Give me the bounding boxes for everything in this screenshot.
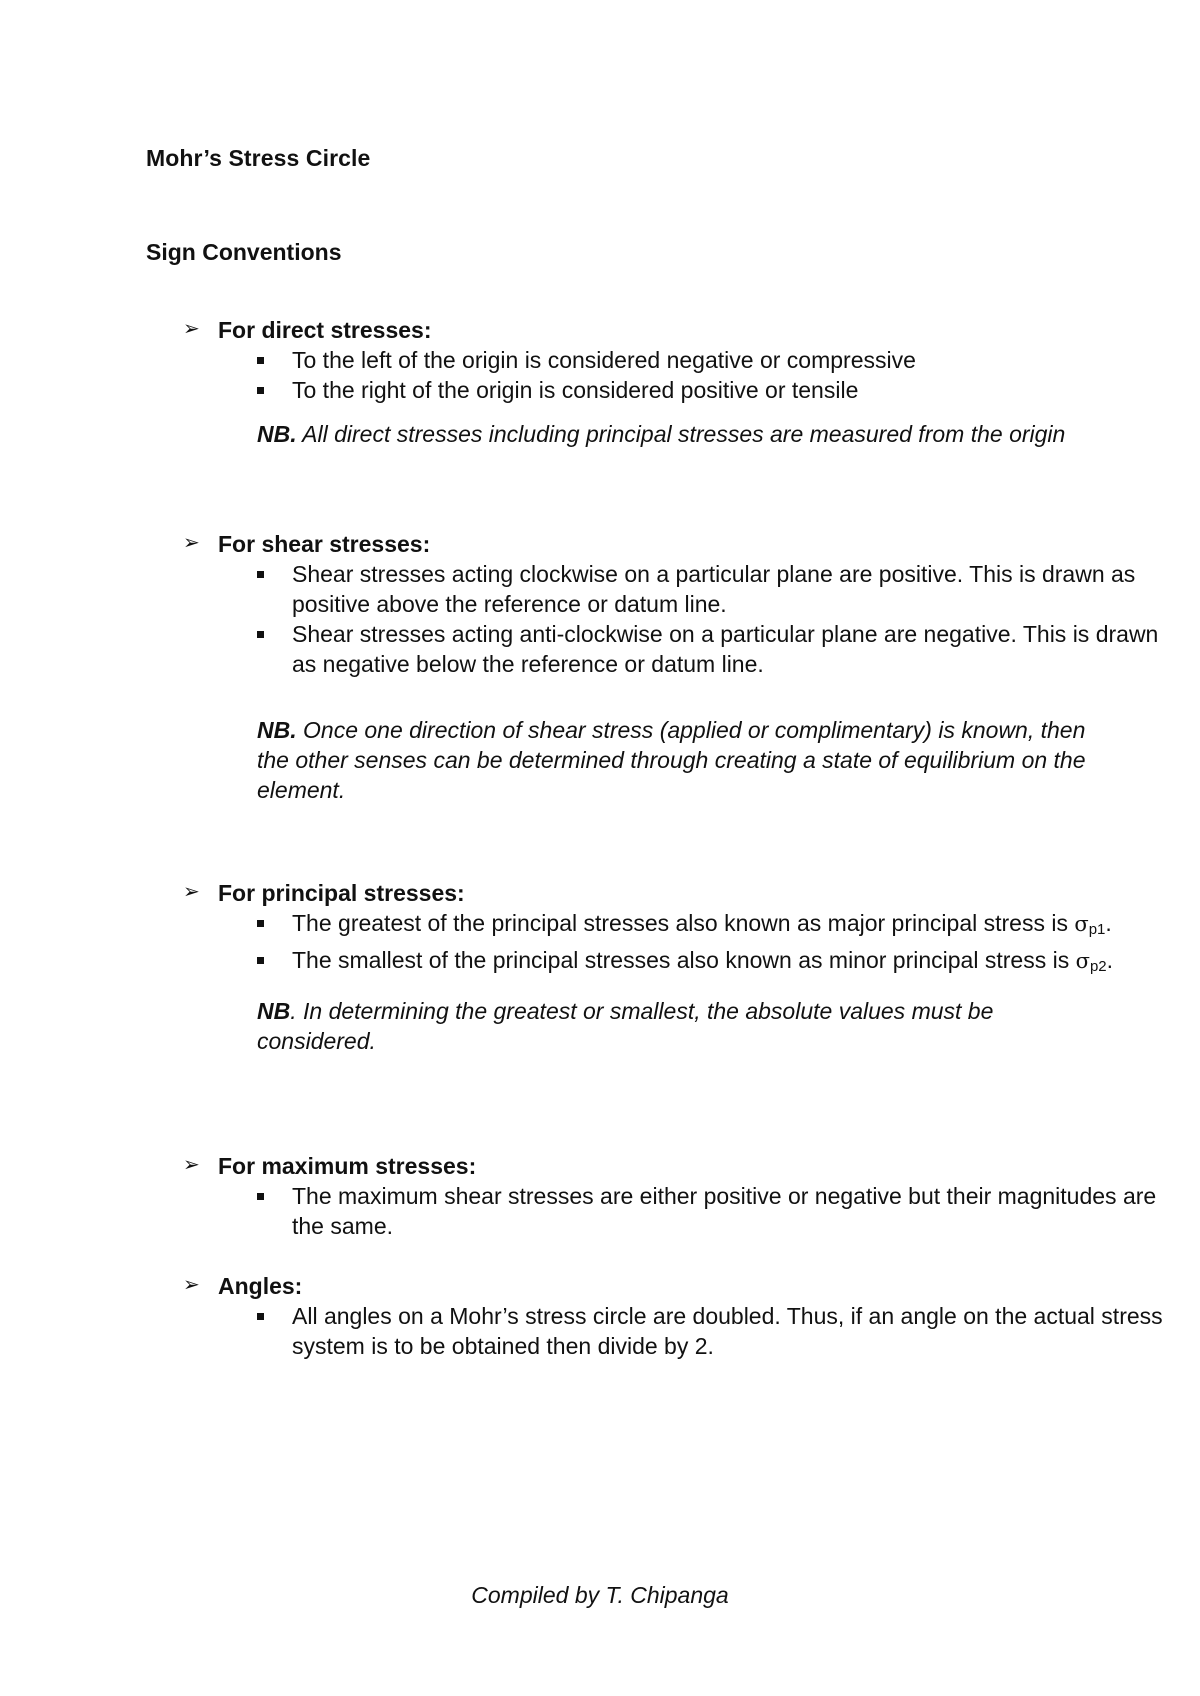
nb-label: NB. xyxy=(257,421,297,447)
list-item-text: To the right of the origin is considered positive or tensile xyxy=(292,377,859,403)
angles-section xyxy=(183,1271,1163,1361)
shear-stresses-heading xyxy=(183,529,1083,559)
angles-list xyxy=(183,1301,1163,1361)
direct-stresses-note xyxy=(257,419,1087,449)
heading-text: Angles: xyxy=(218,1273,303,1299)
list-item-text: The greatest of the principal stresses also known as major principal stress is xyxy=(292,910,1075,936)
list-item xyxy=(183,945,1172,982)
subscript: p1 xyxy=(1088,921,1106,938)
sigma-symbol: σ xyxy=(1074,912,1089,936)
arrow-bullet-icon: ➢ xyxy=(183,532,200,554)
list-item xyxy=(183,1181,1172,1241)
square-bullet-icon xyxy=(257,357,264,364)
nb-label: NB xyxy=(257,998,291,1024)
direct-stresses-heading xyxy=(183,315,1083,345)
list-item xyxy=(183,1301,1172,1361)
heading-text: For principal stresses: xyxy=(218,880,465,906)
angles-heading xyxy=(183,1271,1083,1301)
shear-stresses-note xyxy=(257,715,1087,805)
footer-credit: Compiled by T. Chipanga xyxy=(471,1582,729,1608)
document-title: Mohr’s Stress Circle xyxy=(146,145,371,171)
principal-stresses-section xyxy=(183,878,1114,1056)
list-item xyxy=(183,619,1172,679)
square-bullet-icon xyxy=(257,957,264,964)
principal-stresses-list xyxy=(183,908,1114,982)
square-bullet-icon xyxy=(257,1313,264,1320)
list-item-text: Shear stresses acting anti-clockwise on a particular plane are negative. This is drawn as negative below the reference or datum line. xyxy=(292,621,1159,677)
punctuation: . xyxy=(1106,947,1114,973)
nb-label: NB. xyxy=(257,717,297,743)
square-bullet-icon xyxy=(257,631,264,638)
list-item-text: Shear stresses acting clockwise on a particular plane are positive. This is drawn as positive above the reference or datum line. xyxy=(292,561,1136,617)
note-text: . In determining the greatest or smallest, the absolute values must be considered. xyxy=(257,998,994,1054)
list-item-text: The smallest of the principal stresses also known as minor principal stress is xyxy=(292,947,1076,973)
direct-stresses-section xyxy=(183,315,1083,449)
list-item xyxy=(183,559,1172,619)
note-text: All direct stresses including principal stresses are measured from the origin xyxy=(296,421,1066,447)
list-item-text: To the left of the origin is considered negative or compressive xyxy=(292,347,916,373)
maximum-stresses-list xyxy=(183,1181,1157,1241)
list-item xyxy=(183,908,1172,945)
square-bullet-icon xyxy=(257,571,264,578)
maximum-stresses-heading xyxy=(183,1151,1083,1181)
heading-text: For shear stresses: xyxy=(218,531,431,557)
arrow-bullet-icon: ➢ xyxy=(183,1274,200,1296)
shear-stresses-section xyxy=(183,529,1159,805)
heading-text: For maximum stresses: xyxy=(218,1153,477,1179)
shear-stresses-list xyxy=(183,559,1159,679)
direct-stresses-list xyxy=(183,345,1083,405)
arrow-bullet-icon: ➢ xyxy=(183,881,200,903)
maximum-stresses-section xyxy=(183,1151,1157,1241)
list-item-text: The maximum shear stresses are either positive or negative but their magnitudes are the same. xyxy=(292,1183,1157,1239)
sigma-symbol: σ xyxy=(1075,949,1090,973)
principal-stresses-heading xyxy=(183,878,1083,908)
punctuation: . xyxy=(1105,910,1112,936)
principal-stresses-note xyxy=(257,996,1087,1056)
list-item-text: All angles on a Mohr’s stress circle are doubled. Thus, if an angle on the actual stress system is to be obtained then divide by 2. xyxy=(292,1303,1163,1359)
section-title: Sign Conventions xyxy=(146,239,342,265)
square-bullet-icon xyxy=(257,387,264,394)
subscript: p2 xyxy=(1089,958,1107,975)
list-item xyxy=(183,375,1172,405)
heading-text: For direct stresses: xyxy=(218,317,432,343)
square-bullet-icon xyxy=(257,1193,264,1200)
arrow-bullet-icon: ➢ xyxy=(183,1154,200,1176)
note-text: Once one direction of shear stress (applied or complimentary) is known, then the other senses can be determined through creating a state of equilibrium on the element. xyxy=(257,717,1086,803)
arrow-bullet-icon: ➢ xyxy=(183,318,200,340)
list-item xyxy=(183,345,1172,375)
square-bullet-icon xyxy=(257,920,264,927)
